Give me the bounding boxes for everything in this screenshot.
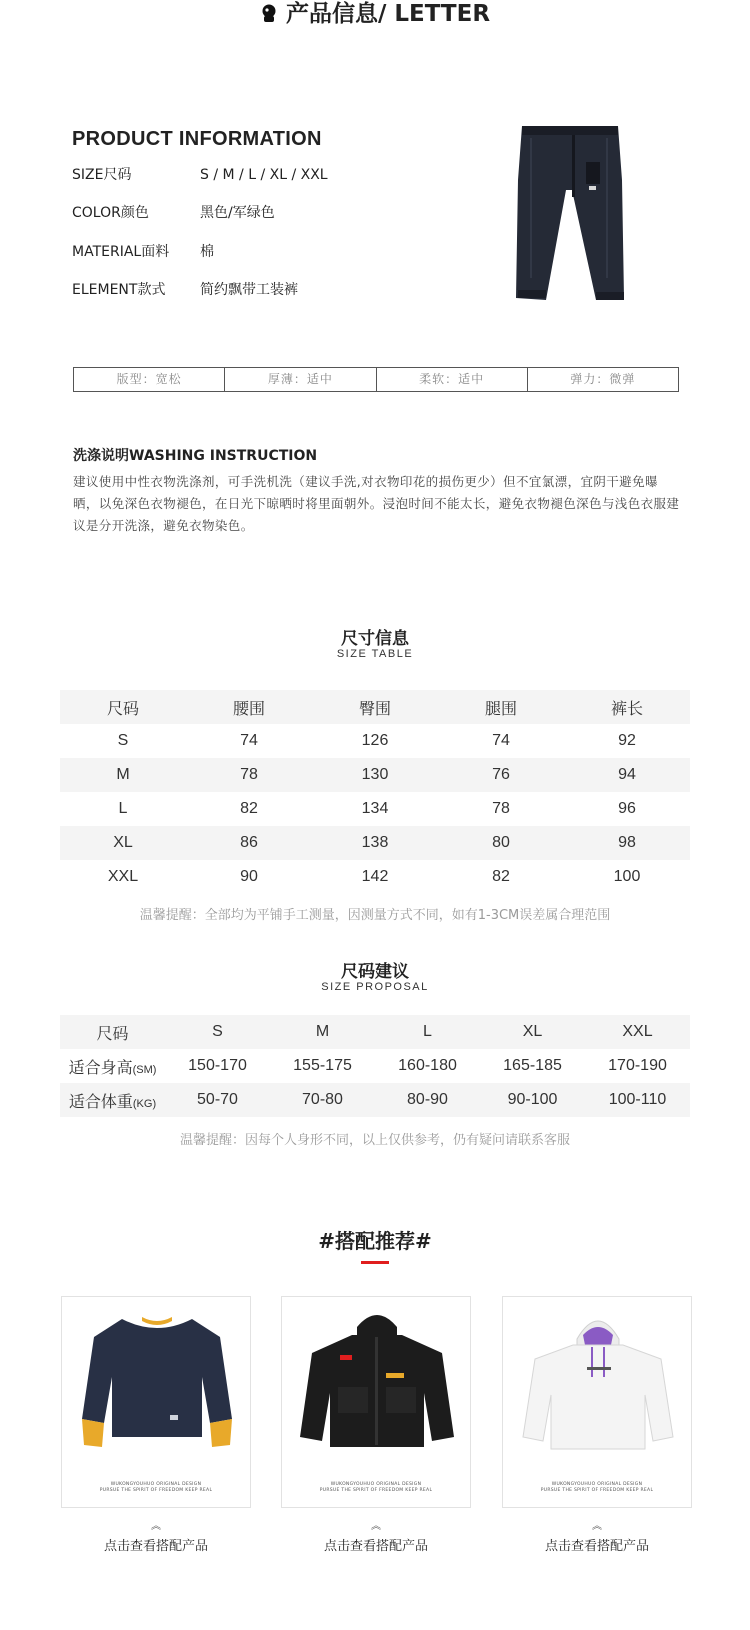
table-cell: 82 — [240, 800, 258, 817]
table-cell: 78 — [492, 800, 510, 817]
size-table — [60, 690, 690, 894]
table-cell — [60, 1089, 165, 1112]
material-value: 棉 — [200, 244, 214, 260]
view-match-label: 点击查看搭配产品 — [544, 1539, 649, 1554]
attr-elasticity: 弹力：微弹 — [570, 372, 636, 386]
view-match-label: 点击查看搭配产品 — [323, 1539, 428, 1554]
table-cell: 74 — [240, 732, 258, 749]
table-cell: 142 — [361, 868, 389, 885]
match-card-sweater[interactable] — [61, 1296, 251, 1508]
material-row — [72, 241, 214, 261]
color-label: COLOR颜色 — [72, 205, 149, 221]
view-match-link-2[interactable] — [281, 1522, 471, 1554]
attr-thickness: 厚薄：适中 — [225, 368, 376, 391]
view-match-link-1[interactable] — [61, 1522, 251, 1554]
size-table-note: 温馨提醒：全部均为平铺手工测量，因测量方式不同，如有1-3CM误差属合理范围 — [139, 908, 611, 923]
product-info-heading: PRODUCT INFORMATION — [72, 128, 322, 150]
table-cell: 160-180 — [398, 1057, 457, 1074]
page-header — [0, 0, 750, 32]
table-cell: 155-175 — [293, 1057, 352, 1074]
element-value: 简约飘带工装裤 — [200, 282, 298, 298]
match-card-jacket[interactable] — [281, 1296, 471, 1508]
table-row — [60, 826, 690, 860]
size-table-subtitle: SIZE TABLE — [336, 648, 414, 660]
size-proposal-table — [60, 1015, 690, 1117]
header-cell: XL — [522, 1023, 543, 1040]
size-value: S / M / L / XL / XXL — [200, 167, 328, 183]
size-proposal-subtitle: SIZE PROPOSAL — [321, 981, 429, 993]
card-caption-1: WUKONGYOUHUO ORIGINAL DESIGN — [551, 1482, 643, 1487]
table-cell: 74 — [492, 732, 510, 749]
size-label: SIZE尺码 — [72, 167, 132, 183]
header-cell: 尺码 — [96, 1025, 129, 1043]
size-table-header — [60, 690, 690, 724]
hoodie-image — [503, 1297, 693, 1472]
size-proposal-title: 尺码建议 — [341, 962, 409, 982]
matching-accent-bar — [361, 1261, 389, 1264]
view-match-label: 点击查看搭配产品 — [103, 1539, 208, 1554]
table-cell: 70-80 — [302, 1091, 343, 1108]
table-row — [60, 1049, 690, 1083]
table-cell: 165-185 — [503, 1057, 562, 1074]
row-label: 适合体重 — [68, 1093, 133, 1111]
table-cell: L — [118, 800, 128, 817]
header-cell: 腰围 — [232, 700, 265, 718]
card-caption-1: WUKONGYOUHUO ORIGINAL DESIGN — [110, 1482, 202, 1487]
color-value: 黑色/军绿色 — [200, 205, 275, 221]
table-cell: 82 — [492, 868, 510, 885]
table-cell: M — [116, 766, 130, 783]
table-cell: 170-190 — [608, 1057, 667, 1074]
table-cell: 150-170 — [188, 1057, 247, 1074]
washing-title: 洗涤说明WASHING INSTRUCTION — [73, 448, 318, 464]
double-chevron-up-icon: ︽ — [371, 1521, 381, 1532]
table-cell: XL — [113, 834, 133, 851]
size-row — [72, 164, 328, 184]
card-caption-2: PURSUE THE SPIRIT OF FREEDOM KEEP REAL — [99, 1488, 213, 1493]
sweater-image — [62, 1297, 252, 1472]
header-cell: XXL — [622, 1023, 653, 1040]
table-row — [60, 792, 690, 826]
table-cell: 50-70 — [197, 1091, 238, 1108]
table-cell: S — [117, 732, 129, 749]
table-cell: 98 — [618, 834, 636, 851]
size-table-title: 尺寸信息 — [341, 629, 409, 649]
table-cell: 126 — [361, 732, 389, 749]
table-cell: 86 — [240, 834, 258, 851]
table-row — [60, 724, 690, 758]
view-match-link-3[interactable] — [502, 1522, 692, 1554]
washing-text: 建议使用中性衣物洗涤剂，可手洗机洗（建议手洗,对衣物印花的损伤更少）但不宜氯漂，宜阴干避免曝晒，以免深色衣物褪色，在日光下晾晒时将里面朝外。浸泡时间不能太长，避免衣物褪色深色与浅色衣服建议是分开洗涤，避免衣物染色。 — [73, 474, 680, 533]
card-caption-1: WUKONGYOUHUO ORIGINAL DESIGN — [330, 1482, 422, 1487]
table-cell: 92 — [618, 732, 636, 749]
table-row — [60, 1083, 690, 1117]
double-chevron-up-icon: ︽ — [592, 1521, 602, 1532]
element-row — [72, 279, 298, 299]
table-cell: 94 — [618, 766, 636, 783]
attr-fit: 版型：宽松 — [74, 368, 225, 391]
size-proposal-header — [60, 1015, 690, 1049]
table-cell: 130 — [361, 766, 389, 783]
table-cell: 100-110 — [608, 1091, 667, 1108]
double-chevron-up-icon: ︽ — [151, 1521, 161, 1532]
table-row — [60, 860, 690, 894]
table-cell: 90-100 — [507, 1091, 558, 1108]
material-label: MATERIAL面料 — [72, 244, 170, 260]
attribute-table — [73, 367, 679, 392]
row-unit: (KG) — [132, 1097, 157, 1110]
card-caption-2: PURSUE THE SPIRIT OF FREEDOM KEEP REAL — [540, 1488, 654, 1493]
table-row — [60, 758, 690, 792]
table-cell: 134 — [361, 800, 389, 817]
table-cell: 90 — [240, 868, 258, 885]
header-cell: 臀围 — [358, 700, 391, 718]
header-cell: L — [423, 1023, 432, 1040]
table-cell — [60, 1055, 165, 1078]
header-cell: M — [315, 1023, 330, 1040]
match-card-hoodie[interactable] — [502, 1296, 692, 1508]
header-title: 产品信息/ LETTER — [285, 1, 491, 27]
size-proposal-note: 温馨提醒：因每个人身形不同，以上仅供参考，仍有疑问请联系客服 — [179, 1133, 570, 1148]
product-pants-image — [510, 120, 630, 318]
color-row — [72, 202, 275, 222]
header-cell: 尺码 — [106, 700, 139, 718]
element-label: ELEMENT款式 — [72, 282, 166, 298]
header-cell: 裤长 — [610, 700, 643, 718]
table-cell: 138 — [361, 834, 389, 851]
table-cell: 78 — [240, 766, 258, 783]
brand-logo-icon — [260, 3, 278, 23]
attr-softness: 柔软：适中 — [377, 368, 528, 391]
row-label: 适合身高 — [68, 1059, 133, 1077]
jacket-image — [282, 1297, 472, 1472]
table-cell: 80-90 — [407, 1091, 448, 1108]
header-cell: S — [212, 1023, 223, 1040]
row-unit: (SM) — [132, 1063, 157, 1076]
table-cell: 96 — [618, 800, 636, 817]
table-cell: XXL — [107, 868, 139, 885]
matching-title: #搭配推荐# — [318, 1229, 432, 1253]
card-caption-2: PURSUE THE SPIRIT OF FREEDOM KEEP REAL — [319, 1488, 433, 1493]
header-cell: 腿围 — [484, 700, 517, 718]
table-cell: 80 — [492, 834, 510, 851]
table-cell: 76 — [492, 766, 510, 783]
table-cell: 100 — [613, 868, 641, 885]
